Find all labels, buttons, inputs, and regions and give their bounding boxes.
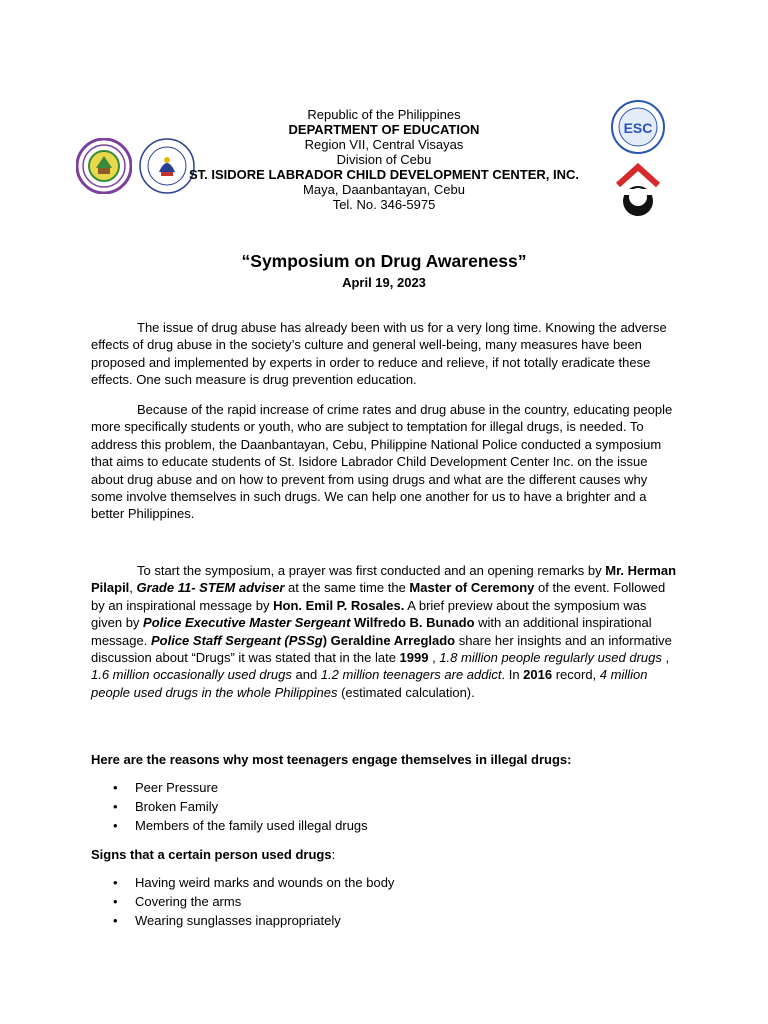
- header-address: Maya, Daanbantayan, Cebu: [303, 182, 465, 197]
- reasons-list: [91, 778, 368, 835]
- list-item: [91, 911, 394, 930]
- year-1999: 1999: [399, 650, 429, 666]
- letterhead: [0, 107, 768, 212]
- officer-name-2: ) Geraldine Arreglado: [322, 632, 456, 648]
- header-department: DEPARTMENT OF EDUCATION: [288, 122, 480, 137]
- document-title: “Symposium on Drug Awareness”: [241, 251, 527, 271]
- document-date: April 19, 2023: [342, 275, 426, 290]
- list-item-text: Wearing sunglasses inappropriately: [135, 913, 341, 928]
- header-region: Region VII, Central Visayas: [304, 137, 464, 152]
- list-item: [91, 816, 368, 835]
- text-run: at the same time the: [284, 580, 410, 596]
- list-item-text: Having weird marks and wounds on the body: [135, 875, 395, 890]
- master-of-ceremony: Master of Ceremony: [409, 580, 535, 596]
- signs-heading-text: Signs that a certain person used drugs: [91, 847, 332, 862]
- statistic: 1.6 million occasionally used drugs: [91, 667, 292, 683]
- officer-rank: Police Executive Master Sergeant: [143, 615, 351, 631]
- svg-text:ESC: ESC: [623, 120, 653, 136]
- text-run: A brief preview about the symposium was given by: [91, 597, 647, 631]
- officer-name: Wilfredo B. Bunado: [350, 615, 475, 631]
- year-2016: 2016: [523, 667, 553, 683]
- signs-list: [91, 873, 394, 930]
- officer-rank-2: Police Staff Sergeant (PSSg: [150, 632, 323, 648]
- mc-name: Mr. Herman Pilapil: [91, 563, 677, 596]
- text-run: with an additional inspirational message.: [91, 615, 652, 648]
- text-run: record,: [552, 667, 600, 683]
- list-item: [91, 797, 368, 816]
- mc-role: Grade 11- STEM adviser: [136, 580, 285, 596]
- text-run: ,: [428, 650, 440, 666]
- header-republic: Republic of the Philippines: [307, 107, 461, 122]
- text-run: To start the symposium, a prayer was first conducted and an opening remarks by: [137, 563, 606, 578]
- list-item: [91, 873, 394, 892]
- statistic: 4 million people used drugs in the whole Philippines: [91, 667, 648, 700]
- text-run: ,: [129, 580, 137, 596]
- paragraph-intro-text: The issue of drug abuse has already been with us for a very long time. Knowing the adverse effects of drug abuse in the society’s culture and general well-being, many measures have been proposed and implemented by experts in order to reduce and relieve, if not totally eradicate these effects. One such measure is drug prevention education.: [91, 320, 667, 388]
- signs-heading: [91, 846, 335, 863]
- text-run: share her insights and an informative discussion about “Drugs” it was stated that in the late: [91, 632, 672, 666]
- paragraph-program: [91, 562, 677, 701]
- header-telephone: Tel. No. 346-5975: [332, 197, 436, 212]
- list-item-text: Members of the family used illegal drugs: [135, 818, 368, 833]
- text-run: and: [291, 667, 321, 683]
- text-run: . In: [501, 667, 524, 683]
- signs-heading-colon: :: [331, 847, 336, 862]
- text-run: of the event. Followed by an inspirational message by: [91, 580, 666, 613]
- speaker-name: Hon. Emil P. Rosales.: [273, 597, 405, 613]
- paragraph-intro: [91, 319, 677, 389]
- reasons-heading: Here are the reasons why most teenagers engage themselves in illegal drugs:: [91, 752, 572, 767]
- list-item-text: Peer Pressure: [135, 780, 219, 795]
- statistic: 1.2 million teenagers are addict: [320, 667, 502, 683]
- list-item: [91, 892, 394, 911]
- list-item-text: Broken Family: [135, 799, 219, 814]
- header-school-name: ST. ISIDORE LABRADOR CHILD DEVELOPMENT CENTER, INC.: [188, 167, 580, 182]
- list-item: [91, 778, 368, 797]
- header-division: Division of Cebu: [336, 152, 432, 167]
- statistic: 1.8 million people regularly used drugs: [439, 650, 662, 666]
- text-run: (estimated calculation).: [337, 684, 475, 700]
- text-run: ,: [661, 650, 670, 666]
- list-item-text: Covering the arms: [135, 894, 242, 909]
- paragraph-problem: [91, 401, 677, 523]
- paragraph-problem-text: Because of the rapid increase of crime rates and drug abuse in the country, educating people more specifically students or youth, who are subject to temptation for illegal drugs, is needed. To address this problem, the Daanbantayan, Cebu, Philippine National Police conducted a symposium that aims to educate students of St. Isidore Labrador Child Development Center Inc. on the issue about drug abuse and on how to prevent from using drugs and what are the different causes why some involve themselves in such drugs. We can help one another for us to have a brighter and a better Philippines.: [91, 402, 673, 522]
